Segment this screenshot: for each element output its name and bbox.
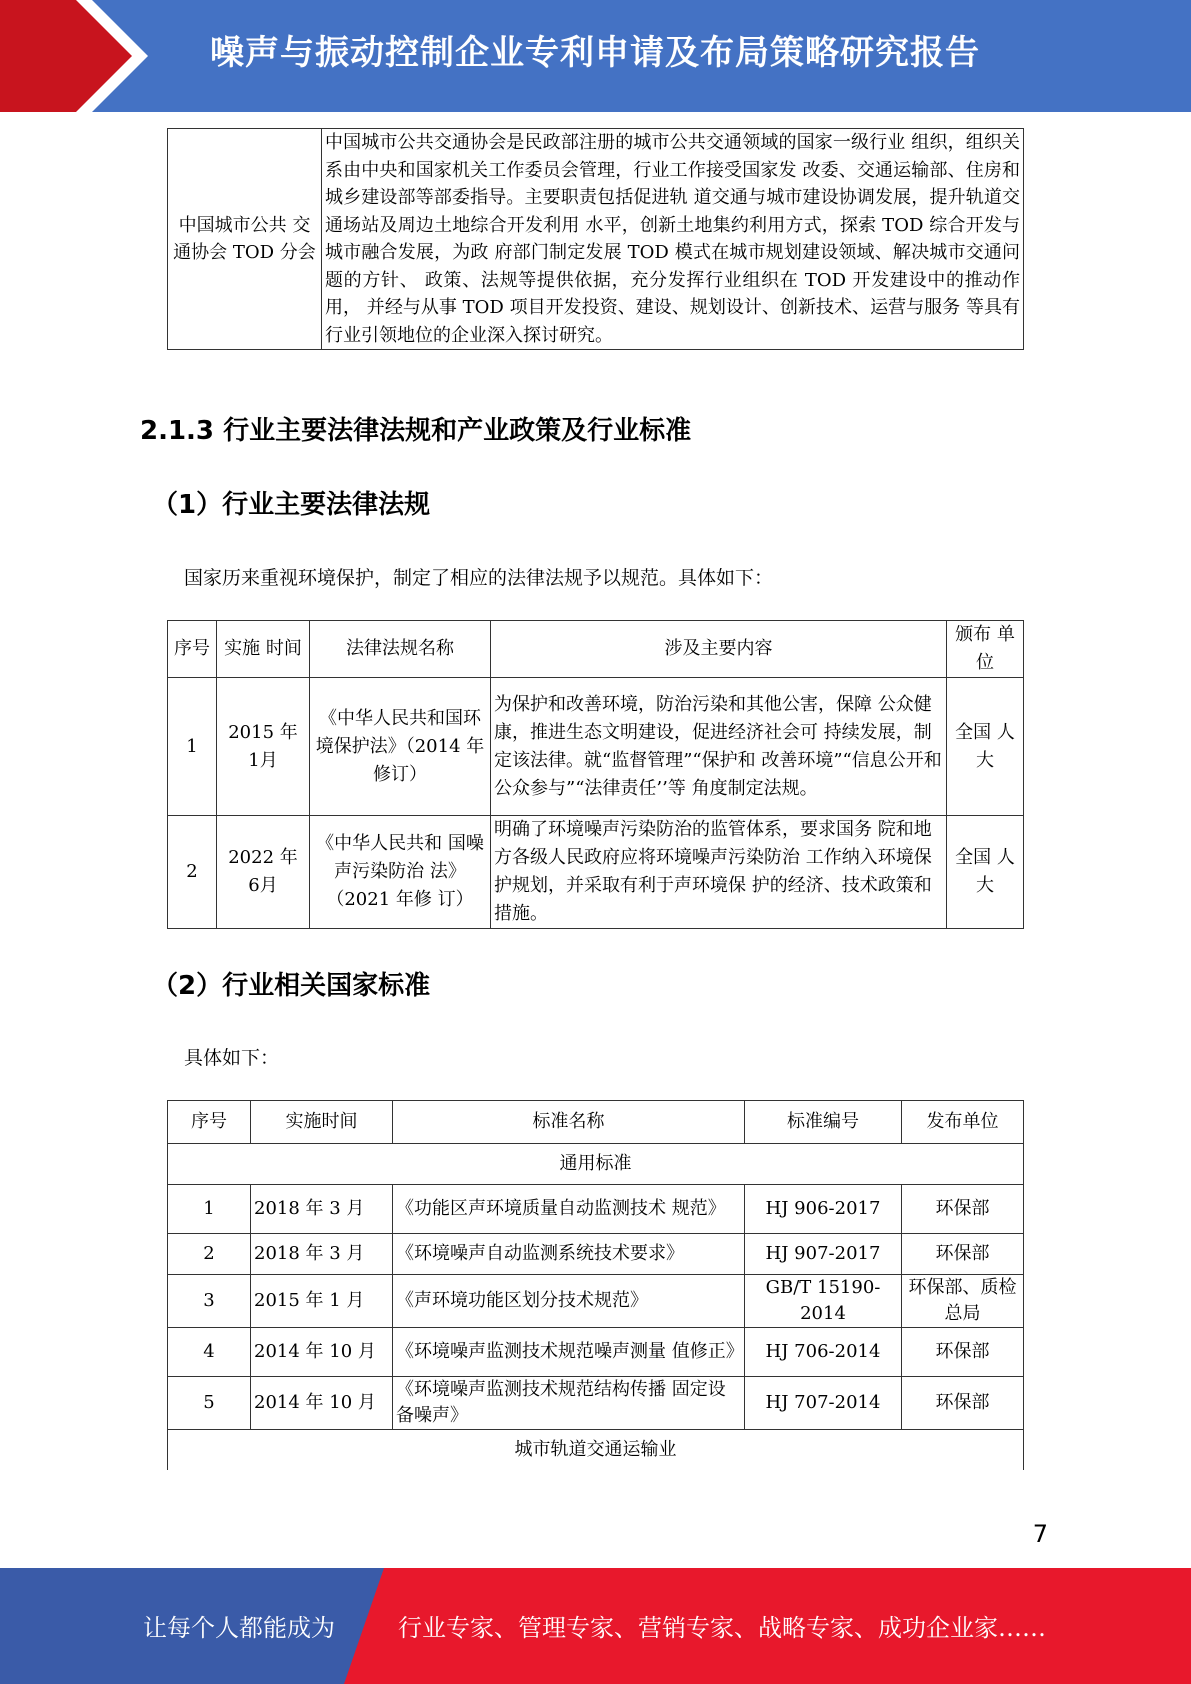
section-heading: 2.1.3 行业主要法律法规和产业政策及行业标准 <box>140 416 692 446</box>
col-header-code: 标准编号 <box>745 1101 902 1144</box>
std-name: 《环境噪声自动监测系统技术要求》 <box>393 1234 745 1275</box>
law-content: 明确了环境噪声污染防治的监管体系，要求国务 院和地方各级人民政府应将环境噪声污染防治 工作纳入环境保护规划，并采取有利于声环境保 护的经济、技术政策和措施。 <box>491 816 947 929</box>
std-date: 2014 年 10 月 <box>251 1328 393 1377</box>
std-name: 《功能区声环境质量自动监测技术 规范》 <box>393 1185 745 1234</box>
table-header-row <box>168 1101 1024 1144</box>
law-date: 2015 年 1月 <box>217 678 310 816</box>
std-code: HJ 907-2017 <box>745 1234 902 1275</box>
col-header-no: 序号 <box>168 621 217 678</box>
col-header-name: 标准名称 <box>393 1101 745 1144</box>
std-name: 《环境噪声监测技术规范结构传播 固定设备噪声》 <box>393 1377 745 1430</box>
std-no: 4 <box>168 1328 251 1377</box>
standards-table <box>167 1100 1024 1470</box>
col-header-issuer: 发布单位 <box>902 1101 1024 1144</box>
laws-table <box>167 620 1024 929</box>
std-code: HJ 906-2017 <box>745 1185 902 1234</box>
std-name: 《声环境功能区划分技术规范》 <box>393 1275 745 1328</box>
std-no: 1 <box>168 1185 251 1234</box>
std-issuer: 环保部 <box>902 1185 1024 1234</box>
law-date: 2022 年 6月 <box>217 816 310 929</box>
table-header-row <box>168 621 1024 678</box>
table-group-row <box>168 1430 1024 1471</box>
table-row <box>168 816 1024 929</box>
std-no: 2 <box>168 1234 251 1275</box>
page-header <box>0 0 1191 112</box>
std-date: 2018 年 3 月 <box>251 1234 393 1275</box>
subsection-heading-standards: （2）行业相关国家标准 <box>152 971 431 1001</box>
law-content: 为保护和改善环境，防治污染和其他公害，保障 公众健康，推进生态文明建设，促进经济社会可 持续发展，制定该法律。就“监督管理”“保护和 改善环境”“信息公开和公众参与”“法律责任’’等 角度制定法规。 <box>491 678 947 816</box>
org-table <box>167 128 1024 350</box>
law-no: 2 <box>168 816 217 929</box>
std-date: 2014 年 10 月 <box>251 1377 393 1430</box>
footer-slogan-left: 让每个人都能成为 <box>143 1614 335 1642</box>
law-name: 《中华人民共和 国噪声污染防治 法》（2021 年修 订） <box>310 816 491 929</box>
table-row <box>168 678 1024 816</box>
col-header-name: 法律法规名称 <box>310 621 491 678</box>
table-row <box>168 1275 1024 1328</box>
std-issuer: 环保部 <box>902 1328 1024 1377</box>
org-name-cell: 中国城市公共 交通协会 TOD 分会 <box>168 129 322 350</box>
std-code: HJ 707-2014 <box>745 1377 902 1430</box>
col-header-no: 序号 <box>168 1101 251 1144</box>
table-row <box>168 1328 1024 1377</box>
org-desc-cell: 中国城市公共交通协会是民政部注册的城市公共交通领域的国家一级行业 组织，组织关系由中央和国家机关工作委员会管理，行业工作接受国家发 改委、交通运输部、住房和城乡建设部等部委指导。主要职责包括促进轨 道交通与城市建设协调发展，提升轨道交通场站及周边土地综合开发利用 水平，创新土地集约利用方式，探索 TOD 综合开发与城市融合发展，为政 府部门制定发展 TOD 模式在城市规划建设领域、解决城市交通问题的方针、 政策、法规等提供依据，充分发挥行业组织在 TOD 开发建设中的推动作用， 并经与从事 TOD 项目开发投资、建设、规划设计、创新技术、运营与服务 等具有行业引领地位的企业深入探讨研究。 <box>322 129 1024 350</box>
report-title: 噪声与振动控制企业专利申请及布局策略研究报告 <box>210 33 980 73</box>
law-no: 1 <box>168 678 217 816</box>
law-name: 《中华人民共和国环境保护法》（2014 年修订） <box>310 678 491 816</box>
standards-intro-paragraph: 具体如下： <box>184 1047 280 1069</box>
std-code: GB/T 15190-2014 <box>745 1275 902 1328</box>
subsection-heading-laws: （1）行业主要法律法规 <box>152 490 431 520</box>
table-row <box>168 1185 1024 1234</box>
law-issuer: 全国 人大 <box>947 816 1024 929</box>
col-header-date: 实施 时间 <box>217 621 310 678</box>
table-row <box>168 1234 1024 1275</box>
std-issuer: 环保部、质检总局 <box>902 1275 1024 1328</box>
group-label-general: 通用标准 <box>168 1144 1024 1185</box>
std-no: 3 <box>168 1275 251 1328</box>
table-row <box>168 129 1024 350</box>
std-code: HJ 706-2014 <box>745 1328 902 1377</box>
std-issuer: 环保部 <box>902 1234 1024 1275</box>
col-header-content: 涉及主要内容 <box>491 621 947 678</box>
page-footer <box>0 1568 1191 1684</box>
std-date: 2018 年 3 月 <box>251 1185 393 1234</box>
table-row <box>168 1377 1024 1430</box>
std-date: 2015 年 1 月 <box>251 1275 393 1328</box>
page-number: 7 <box>1032 1520 1048 1548</box>
std-name: 《环境噪声监测技术规范噪声测量 值修正》 <box>393 1328 745 1377</box>
group-label-rail: 城市轨道交通运输业 <box>168 1430 1024 1471</box>
col-header-issuer: 颁布 单位 <box>947 621 1024 678</box>
std-issuer: 环保部 <box>902 1377 1024 1430</box>
table-group-row <box>168 1144 1024 1185</box>
std-no: 5 <box>168 1377 251 1430</box>
col-header-date: 实施时间 <box>251 1101 393 1144</box>
law-issuer: 全国 人大 <box>947 678 1024 816</box>
footer-slogan-right: 行业专家、管理专家、营销专家、战略专家、成功企业家…… <box>398 1614 1046 1642</box>
laws-intro-paragraph: 国家历来重视环境保护，制定了相应的法律法规予以规范。具体如下： <box>184 567 774 589</box>
